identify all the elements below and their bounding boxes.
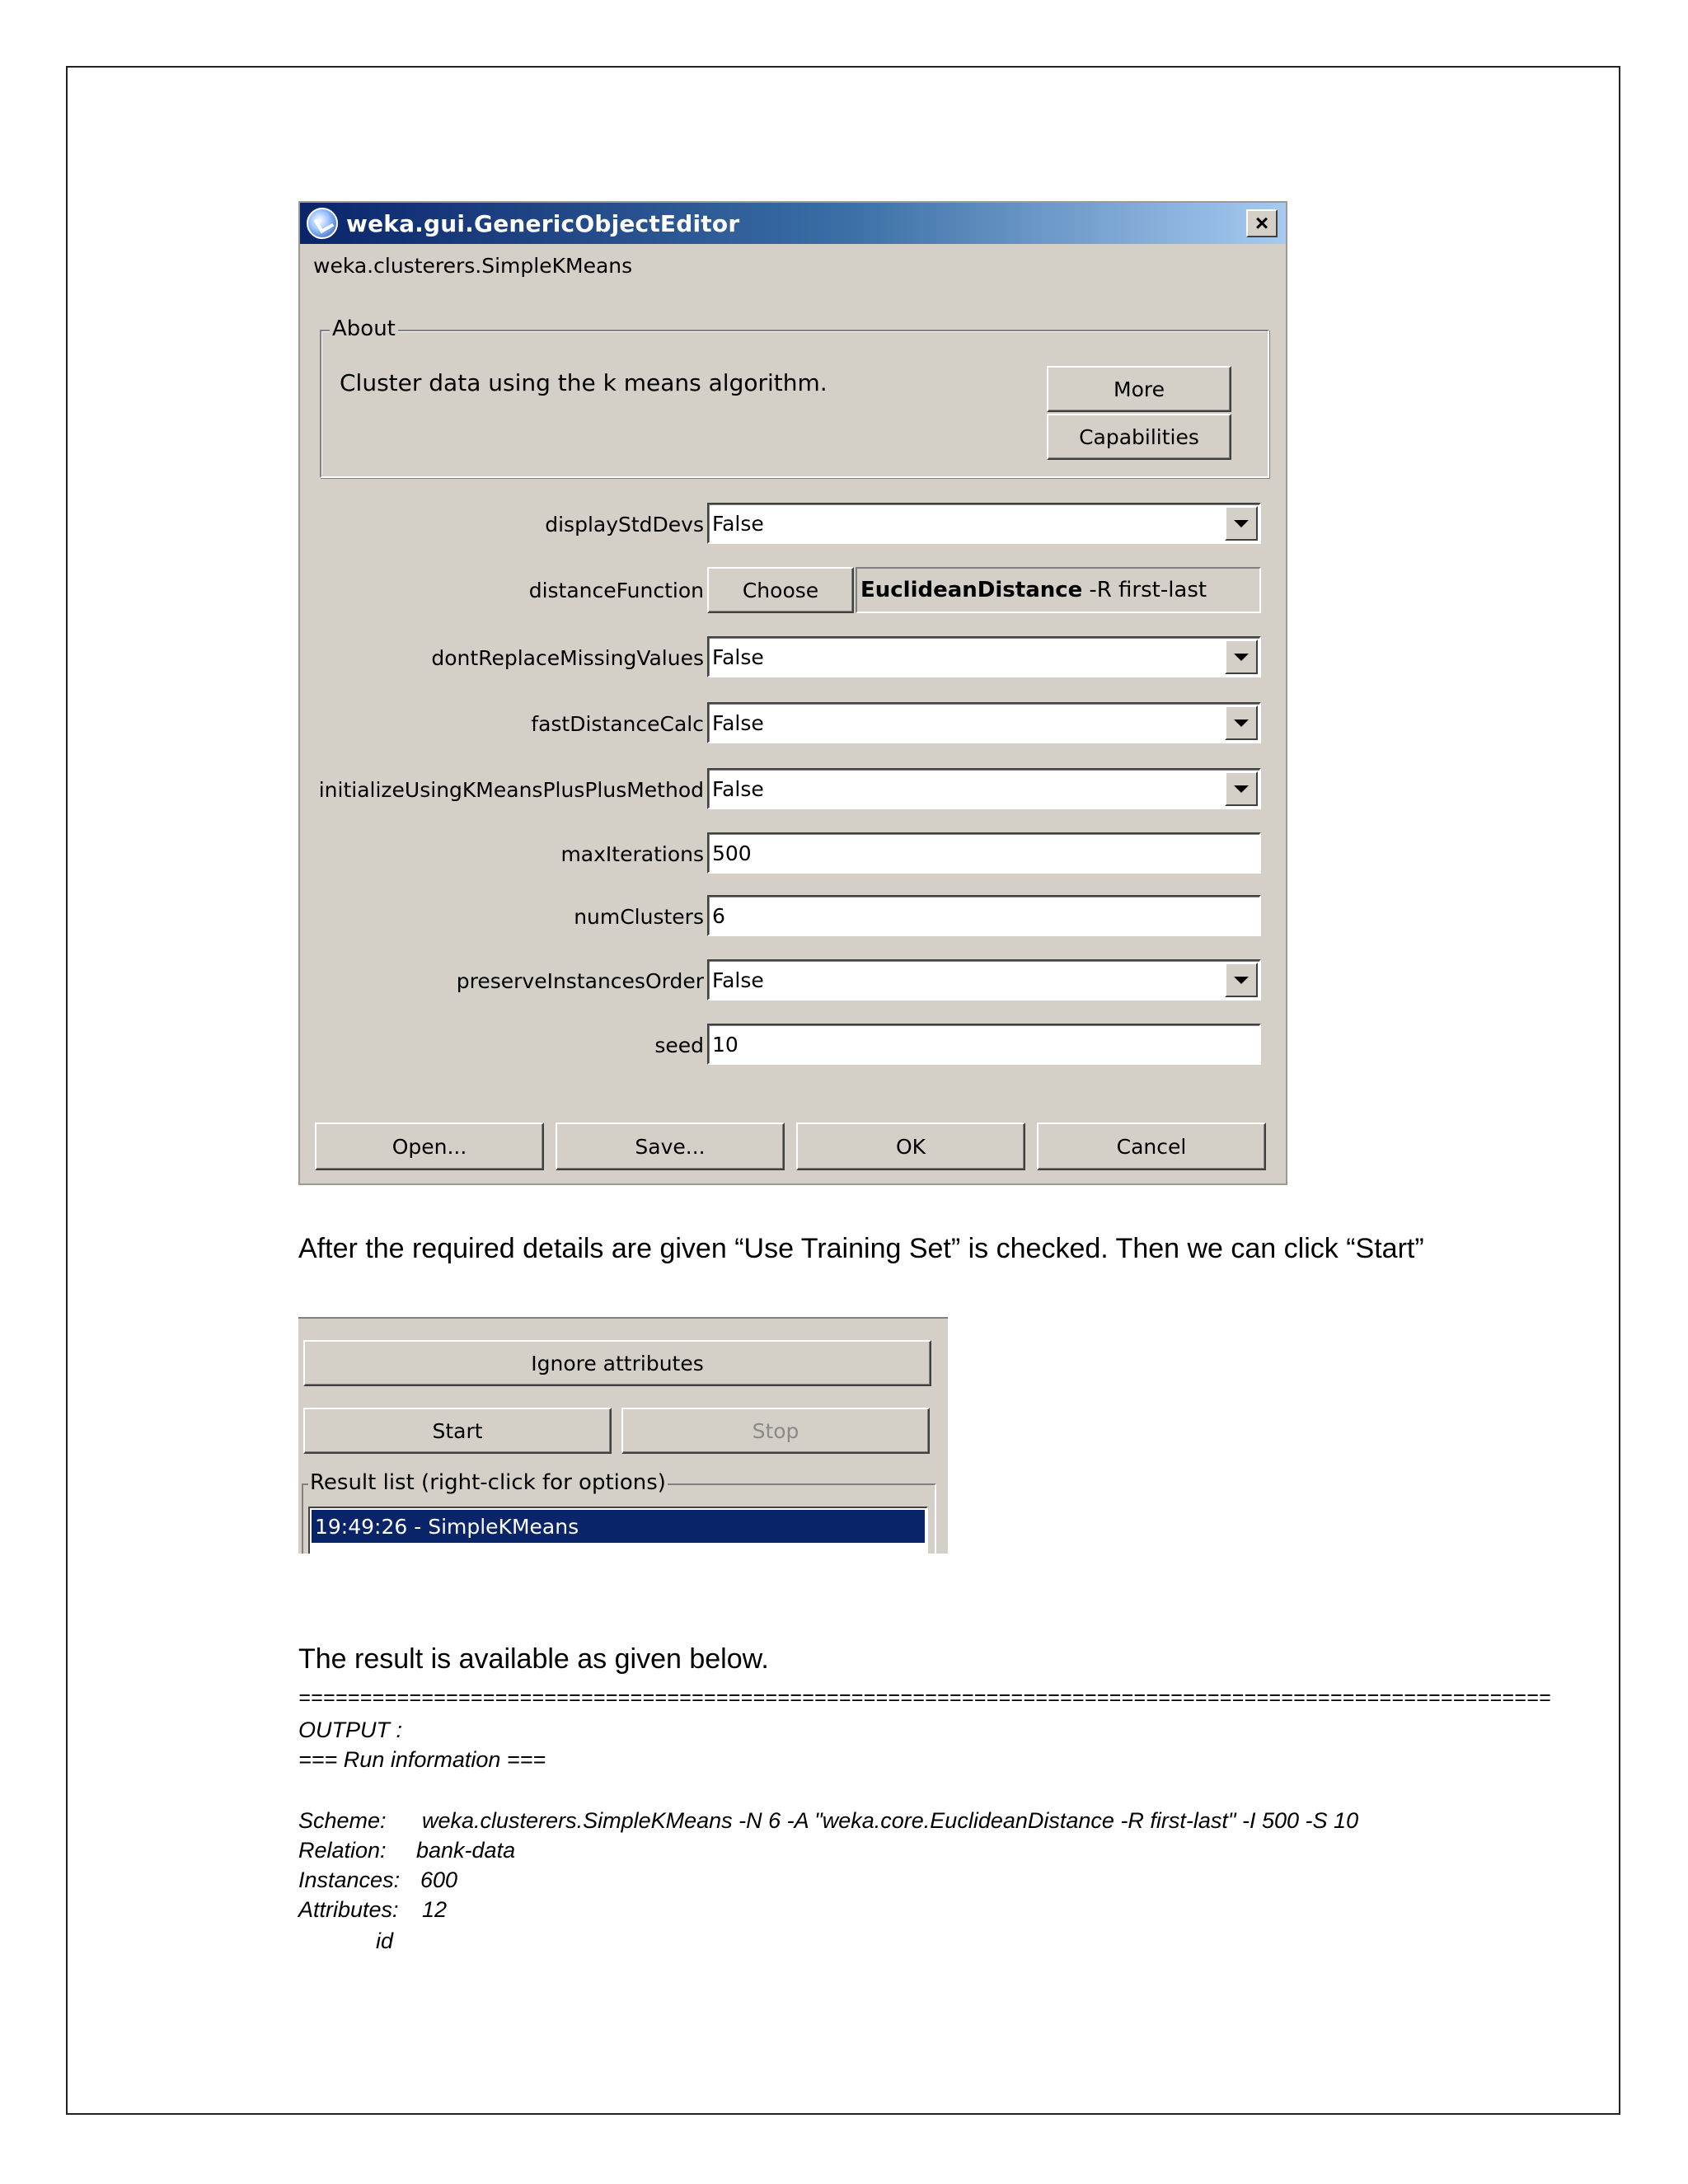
instruction-paragraph: After the required details are given “Use Training Set” is checked. Then we can click “Start”	[298, 1233, 1424, 1264]
close-button[interactable]: ×	[1246, 209, 1278, 237]
preserve-instances-order-select[interactable]	[707, 959, 1261, 1001]
attributes-label: Attributes:	[298, 1897, 399, 1922]
distance-function-label: distanceFunction	[528, 579, 704, 602]
num-clusters-input[interactable]: 6	[707, 895, 1261, 936]
result-list-legend: Result list (right-click for options)	[310, 1470, 666, 1495]
ignore-attributes-button[interactable]: Ignore attributes	[303, 1340, 931, 1386]
chevron-down-icon[interactable]	[1225, 705, 1258, 740]
dont-replace-missing-values-value: False	[712, 644, 764, 669]
display-std-devs-select[interactable]	[707, 503, 1261, 544]
display-std-devs-value: False	[712, 511, 764, 536]
max-iterations-input[interactable]: 500	[707, 832, 1261, 874]
result-list-item[interactable]: 19:49:26 - SimpleKMeans	[312, 1510, 925, 1543]
scheme-value: weka.clusterers.SimpleKMeans -N 6 -A "weka.core.EuclideanDistance -R first-last" -I 500 -S 10	[422, 1808, 1359, 1833]
initialize-kmeans-plus-plus-select[interactable]	[707, 768, 1261, 809]
chevron-down-icon[interactable]	[1225, 963, 1258, 997]
result-list-group	[302, 1470, 936, 1554]
about-description: Cluster data using the k means algorithm.	[340, 369, 828, 396]
distance-function-value[interactable]	[856, 567, 1261, 613]
result-list[interactable]	[308, 1507, 928, 1554]
attributes-value: 12	[422, 1897, 448, 1922]
ok-button[interactable]: OK	[796, 1122, 1025, 1170]
num-clusters-label: numClusters	[574, 905, 704, 929]
instances-value: 600	[420, 1868, 458, 1892]
seed-label: seed	[654, 1033, 704, 1057]
cluster-run-panel	[298, 1317, 948, 1554]
distance-function-args: -R first-last	[1089, 578, 1207, 602]
instances-label: Instances:	[298, 1868, 401, 1892]
fast-distance-calc-value: False	[712, 710, 764, 735]
preserve-instances-order-value: False	[712, 968, 764, 992]
chevron-down-icon[interactable]	[1225, 506, 1258, 541]
stop-button[interactable]: Stop	[621, 1408, 930, 1454]
attribute-id: id	[376, 1929, 394, 1953]
generic-object-editor-dialog	[298, 201, 1287, 1185]
cancel-button[interactable]: Cancel	[1037, 1122, 1266, 1170]
output-heading: OUTPUT :	[298, 1718, 402, 1742]
capabilities-button[interactable]: Capabilities	[1047, 414, 1231, 460]
choose-button[interactable]: Choose	[707, 567, 854, 613]
initialize-kmeans-plus-plus-value: False	[712, 776, 764, 801]
more-button[interactable]: More	[1047, 366, 1231, 412]
initialize-kmeans-plus-plus-label: initializeUsingKMeansPlusPlusMethod	[318, 778, 704, 802]
open-button[interactable]: Open...	[315, 1122, 544, 1170]
chevron-down-icon[interactable]	[1225, 640, 1258, 674]
fast-distance-calc-select[interactable]	[707, 702, 1261, 743]
start-button[interactable]: Start	[303, 1408, 612, 1454]
chevron-down-icon[interactable]	[1225, 771, 1258, 806]
dialog-title: weka.gui.GenericObjectEditor	[346, 209, 740, 237]
run-information-heading: === Run information ===	[298, 1747, 546, 1772]
distance-function-name: EuclideanDistance	[860, 578, 1083, 602]
dont-replace-missing-values-select[interactable]	[707, 636, 1261, 677]
clusterer-class-name: weka.clusterers.SimpleKMeans	[313, 254, 633, 278]
java-app-icon	[307, 208, 338, 239]
fast-distance-calc-label: fastDistanceCalc	[531, 712, 704, 736]
dialog-titlebar[interactable]	[300, 203, 1286, 244]
seed-input[interactable]: 10	[707, 1024, 1261, 1065]
display-std-devs-label: displayStdDevs	[545, 513, 704, 537]
dont-replace-missing-values-label: dontReplaceMissingValues	[431, 646, 704, 670]
relation-value: bank-data	[416, 1838, 516, 1863]
result-paragraph: The result is available as given below.	[298, 1643, 769, 1675]
scheme-label: Scheme:	[298, 1808, 387, 1833]
save-button[interactable]: Save...	[556, 1122, 785, 1170]
max-iterations-label: maxIterations	[560, 842, 704, 866]
preserve-instances-order-label: preserveInstancesOrder	[456, 969, 704, 993]
about-legend: About	[330, 316, 398, 341]
output-separator: ======================================================================================================	[298, 1686, 1551, 1709]
relation-label: Relation:	[298, 1838, 387, 1863]
